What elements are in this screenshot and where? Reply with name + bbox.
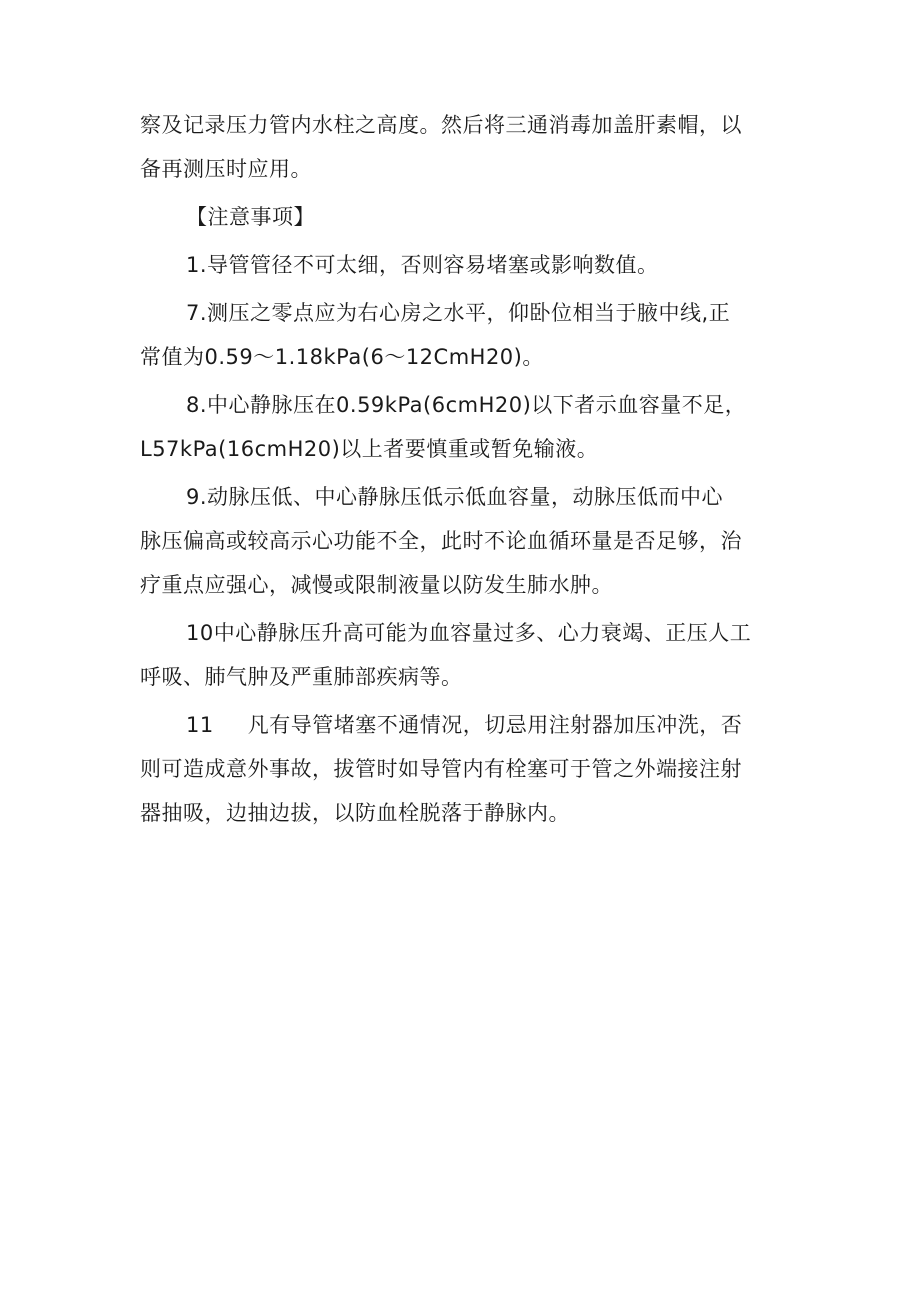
text-line: 8.中心静脉压在0.59kPa(6cmH20)以下者示血容量不足， [186,393,747,417]
document-body [140,103,792,839]
text-line: 疗重点应强心，减慢或限制液量以防发生肺水肿。 [140,573,613,597]
heading-text: 【注意事项】 [186,205,315,229]
text-line: 10中心静脉压升高可能为血容量过多、心力衰竭、正压人工 [186,621,752,645]
text-line: 察及记录压力管内水柱之高度。然后将三通消毒加盖肝素帽，以 [140,113,742,137]
text-line: 常值为0.59～1.18kPa(6～12CmH20)。 [140,345,544,369]
list-number: 11 [186,713,214,737]
text-line: 7.测压之零点应为右心房之水平，仰卧位相当于腋中线,正 [186,301,731,325]
paragraph-continuation [140,103,792,191]
list-item-9 [140,475,792,607]
list-item-11 [140,703,792,835]
list-item-1 [140,243,792,287]
list-item-8 [140,383,792,471]
text-line: 则可造成意外事故，拔管时如导管内有栓塞可于管之外端接注射 [140,757,742,781]
list-item-7 [140,291,792,379]
text-line: 器抽吸，边抽边拔，以防血栓脱落于静脉内。 [140,801,570,825]
text-line: 脉压偏高或较高示心功能不全，此时不论血循环量是否足够，治 [140,529,742,553]
text-line: L57kPa(16cmH20)以上者要慎重或暂免输液。 [140,437,599,461]
text-line: 呼吸、肺气肿及严重肺部疾病等。 [140,665,463,689]
section-heading [140,195,792,239]
text-line: 9.动脉压低、中心静脉压低示低血容量，动脉压低而中心 [186,485,724,509]
list-item-10 [140,611,792,699]
text-line: 备再测压时应用。 [140,157,312,181]
text-line: 凡有导管堵塞不通情况，切忌用注射器加压冲洗，否 [247,713,743,737]
text-line: 1.导管管径不可太细，否则容易堵塞或影响数值。 [186,253,659,277]
